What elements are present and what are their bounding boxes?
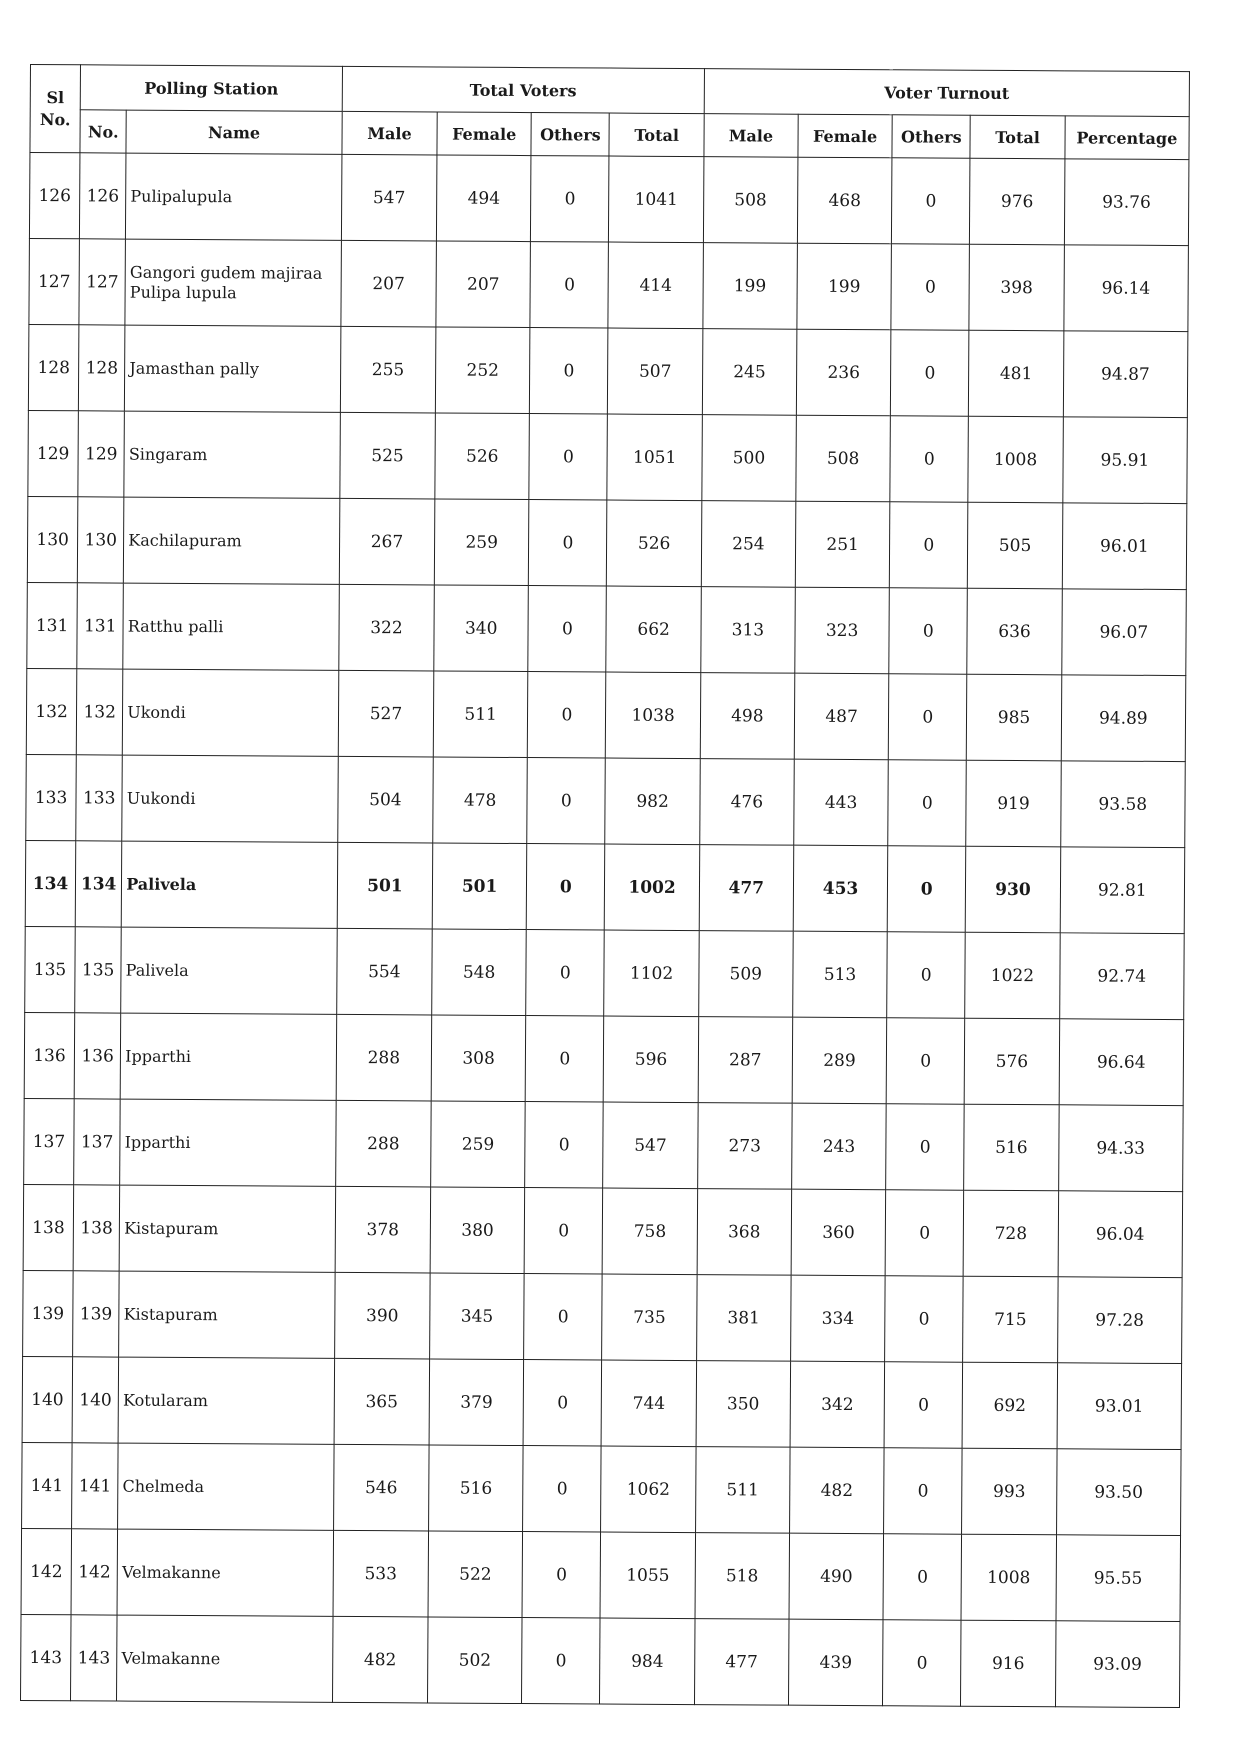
- cell-vt-male: 508: [703, 157, 798, 244]
- header-vt-others: Others: [892, 115, 970, 158]
- cell-vt-male: 509: [698, 931, 793, 1018]
- cell-vt-female: 508: [796, 415, 891, 502]
- cell-tv-total: 1041: [609, 156, 704, 243]
- cell-tv-total: 1051: [607, 414, 702, 501]
- cell-vt-total: 1008: [968, 416, 1063, 503]
- header-tv-others: Others: [531, 113, 609, 156]
- header-tv-female: Female: [437, 112, 531, 156]
- cell-ps-no: 140: [72, 1357, 119, 1443]
- voter-turnout-table: [20, 64, 1190, 1708]
- cell-tv-female: 345: [430, 1273, 525, 1360]
- cell-tv-others: 0: [530, 242, 609, 328]
- cell-sl-no: 142: [21, 1528, 72, 1614]
- cell-ps-name: Ukondi: [123, 669, 339, 756]
- cell-tv-others: 0: [530, 328, 609, 414]
- cell-tv-male: 527: [338, 670, 434, 757]
- cell-ps-no: 131: [77, 583, 124, 669]
- cell-vt-percentage: 96.07: [1061, 589, 1186, 676]
- cell-vt-percentage: 93.58: [1060, 761, 1185, 848]
- cell-vt-male: 350: [696, 1361, 791, 1448]
- cell-tv-total: 526: [607, 500, 702, 587]
- cell-vt-male: 511: [695, 1447, 790, 1534]
- cell-ps-name: Singaram: [124, 411, 340, 498]
- cell-tv-male: 482: [332, 1616, 428, 1703]
- cell-vt-male: 199: [703, 243, 798, 330]
- table-row: [22, 1356, 1182, 1449]
- cell-vt-percentage: 94.33: [1058, 1105, 1183, 1192]
- cell-vt-percentage: 92.81: [1060, 847, 1185, 934]
- table-row: [26, 668, 1186, 761]
- cell-tv-others: 0: [526, 930, 605, 1016]
- cell-tv-male: 322: [339, 584, 435, 671]
- header-tv-male: Male: [342, 111, 437, 155]
- cell-tv-female: 259: [434, 499, 529, 586]
- cell-sl-no: 133: [26, 754, 77, 840]
- cell-ps-no: 127: [79, 239, 126, 325]
- cell-ps-no: 132: [76, 669, 123, 755]
- cell-tv-female: 308: [431, 1015, 526, 1102]
- cell-vt-total: 916: [961, 1620, 1056, 1707]
- cell-ps-name: Uukondi: [122, 755, 338, 842]
- cell-ps-no: 133: [76, 755, 123, 841]
- cell-vt-total: 516: [964, 1104, 1059, 1191]
- cell-vt-female: 251: [795, 501, 890, 588]
- cell-vt-total: 985: [967, 674, 1062, 761]
- cell-tv-others: 0: [531, 156, 610, 242]
- cell-vt-total: 930: [966, 846, 1061, 933]
- cell-vt-others: 0: [889, 588, 968, 674]
- cell-tv-male: 378: [335, 1186, 431, 1273]
- cell-vt-percentage: 96.01: [1062, 503, 1187, 590]
- cell-ps-no: 143: [71, 1615, 118, 1701]
- cell-tv-total: 984: [600, 1618, 695, 1705]
- cell-sl-no: 126: [29, 153, 80, 239]
- cell-vt-male: 287: [698, 1017, 793, 1104]
- cell-vt-others: 0: [883, 1534, 962, 1620]
- cell-sl-no: 136: [24, 1012, 75, 1098]
- cell-vt-total: 576: [965, 1018, 1060, 1105]
- cell-tv-total: 735: [602, 1274, 697, 1361]
- cell-vt-others: 0: [886, 1018, 965, 1104]
- cell-vt-female: 513: [793, 931, 888, 1018]
- cell-tv-male: 207: [341, 240, 437, 327]
- cell-tv-total: 662: [606, 586, 701, 673]
- cell-vt-female: 334: [791, 1275, 886, 1362]
- header-ps-no: No.: [80, 110, 126, 153]
- table-row: [21, 1614, 1181, 1707]
- cell-ps-name: Ipparthi: [120, 1013, 336, 1100]
- cell-tv-female: 502: [428, 1617, 523, 1704]
- cell-ps-no: 128: [79, 325, 126, 411]
- cell-vt-others: 0: [884, 1362, 963, 1448]
- cell-vt-female: 490: [789, 1533, 884, 1620]
- cell-ps-name: Ratthu palli: [123, 583, 339, 670]
- cell-vt-others: 0: [890, 416, 969, 502]
- cell-tv-female: 522: [428, 1531, 523, 1618]
- cell-tv-male: 255: [340, 326, 436, 413]
- cell-sl-no: 140: [22, 1356, 73, 1442]
- cell-tv-female: 207: [436, 241, 531, 328]
- cell-vt-total: 692: [962, 1362, 1057, 1449]
- cell-sl-no: 138: [23, 1184, 74, 1270]
- table-row: [26, 754, 1186, 847]
- cell-vt-female: 482: [789, 1447, 884, 1534]
- cell-vt-total: 993: [962, 1448, 1057, 1535]
- header-sl-word: Sl: [46, 87, 65, 107]
- cell-tv-male: 390: [334, 1272, 430, 1359]
- cell-vt-total: 1008: [961, 1534, 1056, 1621]
- table-row: [25, 926, 1185, 1019]
- cell-vt-female: 199: [797, 243, 892, 330]
- cell-ps-name: Palivela: [121, 927, 337, 1014]
- cell-tv-female: 526: [435, 413, 530, 500]
- cell-vt-percentage: 93.50: [1056, 1449, 1181, 1536]
- cell-ps-name: Palivela: [121, 841, 337, 928]
- cell-tv-total: 744: [602, 1360, 697, 1447]
- cell-vt-total: 636: [967, 588, 1062, 675]
- cell-vt-total: 976: [970, 158, 1065, 245]
- cell-sl-no: 128: [28, 324, 79, 410]
- cell-vt-female: 289: [792, 1017, 887, 1104]
- cell-ps-no: 138: [73, 1185, 120, 1271]
- cell-vt-male: 254: [701, 501, 796, 588]
- header-no-word: No.: [39, 109, 71, 129]
- cell-ps-no: 142: [71, 1529, 118, 1615]
- cell-vt-male: 368: [697, 1189, 792, 1276]
- cell-vt-others: 0: [890, 502, 969, 588]
- cell-vt-percentage: 95.55: [1056, 1535, 1181, 1622]
- cell-vt-others: 0: [883, 1620, 962, 1706]
- table-row: [24, 1012, 1184, 1105]
- cell-ps-name: Gangori gudem majiraa Pulipa lupula: [125, 239, 341, 326]
- table-row: [29, 153, 1189, 246]
- cell-vt-others: 0: [888, 760, 967, 846]
- cell-tv-total: 1038: [606, 672, 701, 759]
- cell-tv-others: 0: [527, 758, 606, 844]
- cell-ps-no: 126: [80, 153, 127, 239]
- cell-vt-male: 500: [702, 415, 797, 502]
- cell-vt-total: 481: [969, 330, 1064, 417]
- table-row: [27, 582, 1187, 675]
- cell-vt-others: 0: [887, 846, 966, 932]
- voter-turnout-sheet: [20, 64, 1190, 1708]
- cell-tv-others: 0: [528, 672, 607, 758]
- header-vt-female: Female: [798, 114, 892, 158]
- cell-tv-others: 0: [524, 1188, 603, 1274]
- table-row: [24, 1098, 1184, 1191]
- header-tv-total: Total: [609, 113, 704, 157]
- cell-vt-percentage: 95.91: [1062, 417, 1187, 504]
- cell-vt-others: 0: [892, 158, 971, 244]
- header-vt-percentage: Percentage: [1065, 116, 1190, 160]
- cell-tv-total: 1062: [601, 1446, 696, 1533]
- cell-tv-others: 0: [528, 586, 607, 672]
- cell-tv-male: 546: [333, 1444, 429, 1531]
- cell-ps-no: 135: [75, 927, 122, 1013]
- cell-ps-no: 139: [73, 1271, 120, 1357]
- cell-sl-no: 139: [23, 1270, 74, 1356]
- cell-tv-total: 1102: [604, 930, 699, 1017]
- cell-tv-total: 758: [603, 1188, 698, 1275]
- cell-vt-male: 273: [697, 1103, 792, 1190]
- cell-vt-percentage: 93.01: [1057, 1363, 1182, 1450]
- cell-ps-name: Velmakanne: [117, 1615, 333, 1702]
- cell-tv-female: 380: [430, 1187, 525, 1274]
- cell-sl-no: 129: [28, 410, 79, 496]
- cell-tv-others: 0: [523, 1446, 602, 1532]
- cell-vt-female: 323: [795, 587, 890, 674]
- cell-vt-others: 0: [885, 1190, 964, 1276]
- cell-tv-male: 288: [335, 1100, 431, 1187]
- cell-sl-no: 130: [27, 496, 78, 582]
- cell-vt-percentage: 94.89: [1061, 675, 1186, 762]
- cell-tv-total: 1055: [600, 1532, 695, 1619]
- cell-tv-others: 0: [526, 844, 605, 930]
- cell-ps-name: Jamasthan pally: [125, 325, 341, 412]
- cell-tv-others: 0: [529, 500, 608, 586]
- cell-vt-female: 243: [792, 1103, 887, 1190]
- cell-vt-female: 453: [793, 845, 888, 932]
- cell-tv-others: 0: [525, 1102, 604, 1188]
- table-row: [23, 1184, 1183, 1277]
- cell-tv-others: 0: [524, 1274, 603, 1360]
- cell-sl-no: 132: [26, 668, 77, 754]
- cell-ps-no: 136: [74, 1013, 121, 1099]
- header-voter-turnout: Voter Turnout: [704, 69, 1190, 117]
- cell-tv-total: 547: [603, 1102, 698, 1189]
- cell-vt-others: 0: [891, 330, 970, 416]
- cell-ps-name: Pulipalupula: [126, 153, 342, 240]
- cell-tv-total: 507: [608, 328, 703, 415]
- cell-vt-female: 439: [788, 1619, 883, 1706]
- cell-vt-male: 518: [695, 1533, 790, 1620]
- cell-vt-female: 443: [794, 759, 889, 846]
- header-ps-name: Name: [126, 110, 342, 154]
- cell-tv-female: 516: [429, 1445, 524, 1532]
- cell-vt-others: 0: [885, 1276, 964, 1362]
- cell-tv-others: 0: [523, 1360, 602, 1446]
- table-row: [28, 324, 1188, 417]
- cell-tv-male: 547: [341, 154, 437, 241]
- cell-tv-male: 501: [337, 842, 433, 929]
- cell-ps-no: 129: [78, 411, 125, 497]
- cell-vt-percentage: 96.04: [1058, 1191, 1183, 1278]
- cell-vt-male: 498: [700, 673, 795, 760]
- header-polling-station: Polling Station: [80, 65, 342, 112]
- cell-tv-male: 504: [338, 756, 434, 843]
- cell-vt-others: 0: [888, 674, 967, 760]
- header-vt-male: Male: [704, 114, 798, 158]
- cell-vt-percentage: 96.14: [1063, 245, 1188, 332]
- table-row: [28, 410, 1188, 503]
- cell-vt-male: 477: [694, 1619, 789, 1706]
- cell-ps-name: Kotularam: [118, 1357, 334, 1444]
- cell-ps-no: 134: [75, 841, 122, 927]
- cell-sl-no: 137: [24, 1098, 75, 1184]
- cell-tv-female: 501: [432, 843, 527, 930]
- cell-ps-name: Chelmeda: [118, 1443, 334, 1530]
- table-body: [21, 153, 1189, 1708]
- cell-sl-no: 141: [22, 1442, 73, 1528]
- cell-vt-others: 0: [886, 1104, 965, 1190]
- table-row: [29, 238, 1189, 331]
- cell-ps-name: Kachilapuram: [124, 497, 340, 584]
- cell-tv-total: 982: [605, 758, 700, 845]
- cell-vt-female: 468: [797, 157, 892, 244]
- cell-vt-female: 360: [791, 1189, 886, 1276]
- cell-vt-male: 381: [696, 1275, 791, 1362]
- cell-vt-total: 715: [963, 1276, 1058, 1363]
- cell-vt-total: 919: [966, 760, 1061, 847]
- cell-sl-no: 131: [27, 582, 78, 668]
- cell-vt-percentage: 97.28: [1057, 1277, 1182, 1364]
- cell-vt-female: 236: [796, 329, 891, 416]
- cell-tv-female: 494: [436, 155, 531, 242]
- cell-sl-no: 127: [29, 238, 80, 324]
- cell-vt-total: 1022: [965, 932, 1060, 1019]
- cell-vt-male: 476: [699, 759, 794, 846]
- cell-vt-percentage: 96.64: [1059, 1019, 1184, 1106]
- cell-vt-female: 487: [794, 673, 889, 760]
- header-sl-no: [30, 65, 81, 153]
- cell-tv-male: 267: [339, 498, 435, 585]
- cell-tv-male: 525: [340, 412, 436, 499]
- cell-vt-total: 728: [963, 1190, 1058, 1277]
- cell-vt-others: 0: [887, 932, 966, 1018]
- cell-vt-female: 342: [790, 1361, 885, 1448]
- cell-tv-female: 259: [431, 1101, 526, 1188]
- cell-tv-male: 365: [334, 1358, 430, 1445]
- cell-tv-female: 478: [433, 757, 528, 844]
- cell-tv-female: 511: [433, 671, 528, 758]
- cell-tv-total: 1002: [605, 844, 700, 931]
- cell-vt-male: 477: [699, 845, 794, 932]
- table-row: [23, 1270, 1183, 1363]
- cell-vt-others: 0: [891, 244, 970, 330]
- cell-vt-male: 245: [702, 329, 797, 416]
- cell-tv-male: 288: [336, 1014, 432, 1101]
- cell-ps-no: 137: [74, 1099, 121, 1185]
- cell-ps-no: 141: [72, 1443, 119, 1529]
- cell-vt-male: 313: [701, 587, 796, 674]
- cell-tv-others: 0: [522, 1618, 601, 1704]
- cell-tv-others: 0: [522, 1532, 601, 1618]
- cell-ps-name: Kistapuram: [119, 1271, 335, 1358]
- cell-vt-total: 398: [969, 244, 1064, 331]
- cell-tv-others: 0: [529, 414, 608, 500]
- table-row: [21, 1528, 1181, 1621]
- cell-vt-percentage: 94.87: [1063, 331, 1188, 418]
- header-total-voters: Total Voters: [342, 66, 704, 113]
- cell-ps-no: 130: [77, 497, 124, 583]
- cell-vt-total: 505: [968, 502, 1063, 589]
- cell-tv-total: 414: [608, 242, 703, 329]
- cell-vt-percentage: 93.76: [1064, 159, 1189, 246]
- table-row: [22, 1442, 1182, 1535]
- cell-vt-percentage: 92.74: [1059, 933, 1184, 1020]
- cell-tv-others: 0: [525, 1016, 604, 1102]
- cell-ps-name: Kistapuram: [119, 1185, 335, 1272]
- cell-tv-male: 554: [336, 928, 432, 1015]
- cell-tv-female: 548: [432, 929, 527, 1016]
- cell-tv-total: 596: [604, 1016, 699, 1103]
- table-row: [25, 840, 1185, 933]
- cell-ps-name: Velmakanne: [117, 1529, 333, 1616]
- table-header: [30, 65, 1190, 160]
- cell-tv-male: 533: [333, 1530, 429, 1617]
- cell-sl-no: 143: [21, 1614, 72, 1700]
- cell-ps-name: Ipparthi: [120, 1099, 336, 1186]
- cell-sl-no: 135: [25, 926, 76, 1012]
- cell-vt-others: 0: [884, 1448, 963, 1534]
- cell-sl-no: 134: [25, 840, 76, 926]
- cell-tv-female: 379: [429, 1359, 524, 1446]
- cell-tv-female: 252: [435, 327, 530, 414]
- cell-tv-female: 340: [434, 585, 529, 672]
- header-vt-total: Total: [970, 115, 1064, 159]
- cell-vt-percentage: 93.09: [1055, 1621, 1180, 1708]
- table-row: [27, 496, 1187, 589]
